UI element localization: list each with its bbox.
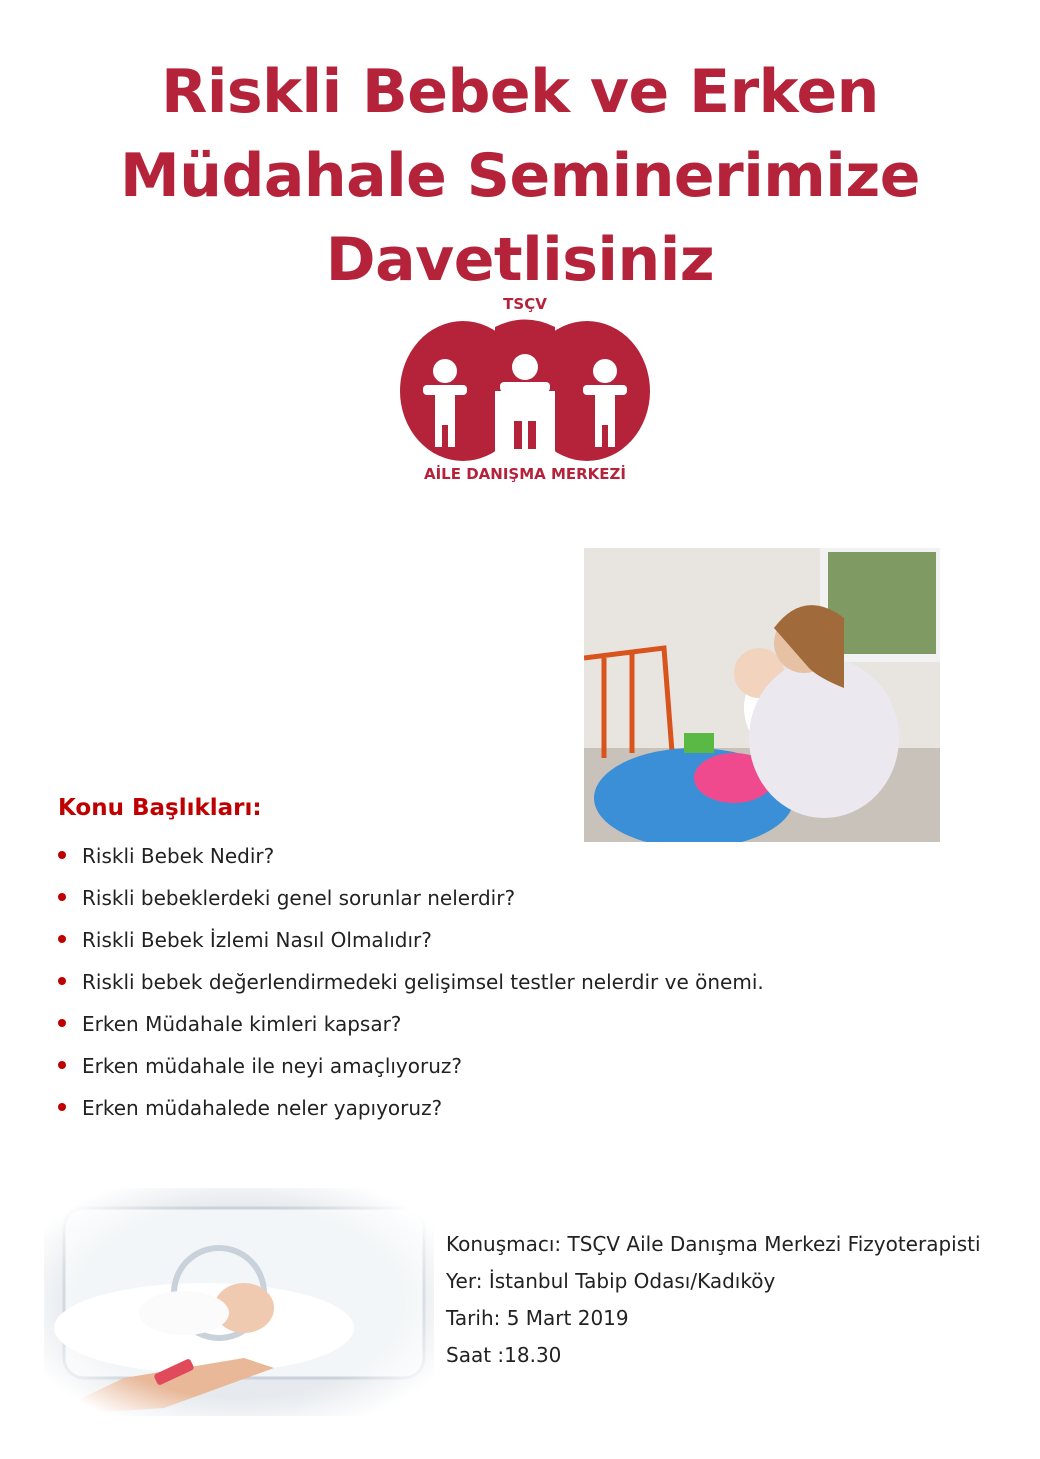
- tscv-logo: [390, 287, 660, 487]
- topics-heading: Konu Başlıkları:: [58, 795, 262, 821]
- mother-baby-photo: [584, 548, 940, 842]
- bullet-icon: [58, 893, 66, 901]
- event-date: Tarih: 5 Mart 2019: [446, 1306, 629, 1330]
- bullet-icon: [58, 1019, 66, 1027]
- topic-text: Riskli bebeklerdeki genel sorunlar nelerdir?: [82, 886, 516, 910]
- topic-item: [58, 962, 764, 1004]
- event-location: Yer: İstanbul Tabip Odası/Kadıköy: [446, 1269, 776, 1293]
- title-line-2: Müdahale Seminerimize: [120, 141, 920, 211]
- event-speaker: Konuşmacı: TSÇV Aile Danışma Merkezi Fizyoterapisti: [446, 1232, 981, 1256]
- topic-text: Erken müdahale ile neyi amaçlıyoruz?: [82, 1054, 463, 1078]
- topic-item: [58, 1004, 764, 1046]
- topic-item: [58, 878, 764, 920]
- topic-text: Riskli bebek değerlendirmedeki gelişimsel testler nelerdir ve önemi.: [82, 970, 764, 994]
- page-title: [0, 50, 1040, 302]
- topic-item: [58, 1088, 764, 1130]
- topic-text: Riskli Bebek Nedir?: [82, 844, 275, 868]
- topic-item: [58, 920, 764, 962]
- topic-text: Erken Müdahale kimleri kapsar?: [82, 1012, 402, 1036]
- bullet-icon: [58, 1061, 66, 1069]
- topic-text: Erken müdahalede neler yapıyoruz?: [82, 1096, 443, 1120]
- title-line-3: Davetlisiniz: [325, 225, 715, 295]
- incubator-photo: [44, 1188, 434, 1416]
- topic-item: [58, 1046, 764, 1088]
- bullet-icon: [58, 851, 66, 859]
- bullet-icon: [58, 1103, 66, 1111]
- bullet-icon: [58, 935, 66, 943]
- logo-bottom-text: AİLE DANIŞMA MERKEZİ: [423, 465, 627, 483]
- topics-list: [58, 836, 764, 1130]
- topic-text: Riskli Bebek İzlemi Nasıl Olmalıdır?: [82, 928, 432, 952]
- logo-top-text: TSÇV: [503, 295, 547, 313]
- bullet-icon: [58, 977, 66, 985]
- event-info: [446, 1226, 981, 1374]
- title-line-1: Riskli Bebek ve Erken: [161, 57, 879, 127]
- event-time: Saat :18.30: [446, 1343, 562, 1367]
- topic-item: [58, 836, 764, 878]
